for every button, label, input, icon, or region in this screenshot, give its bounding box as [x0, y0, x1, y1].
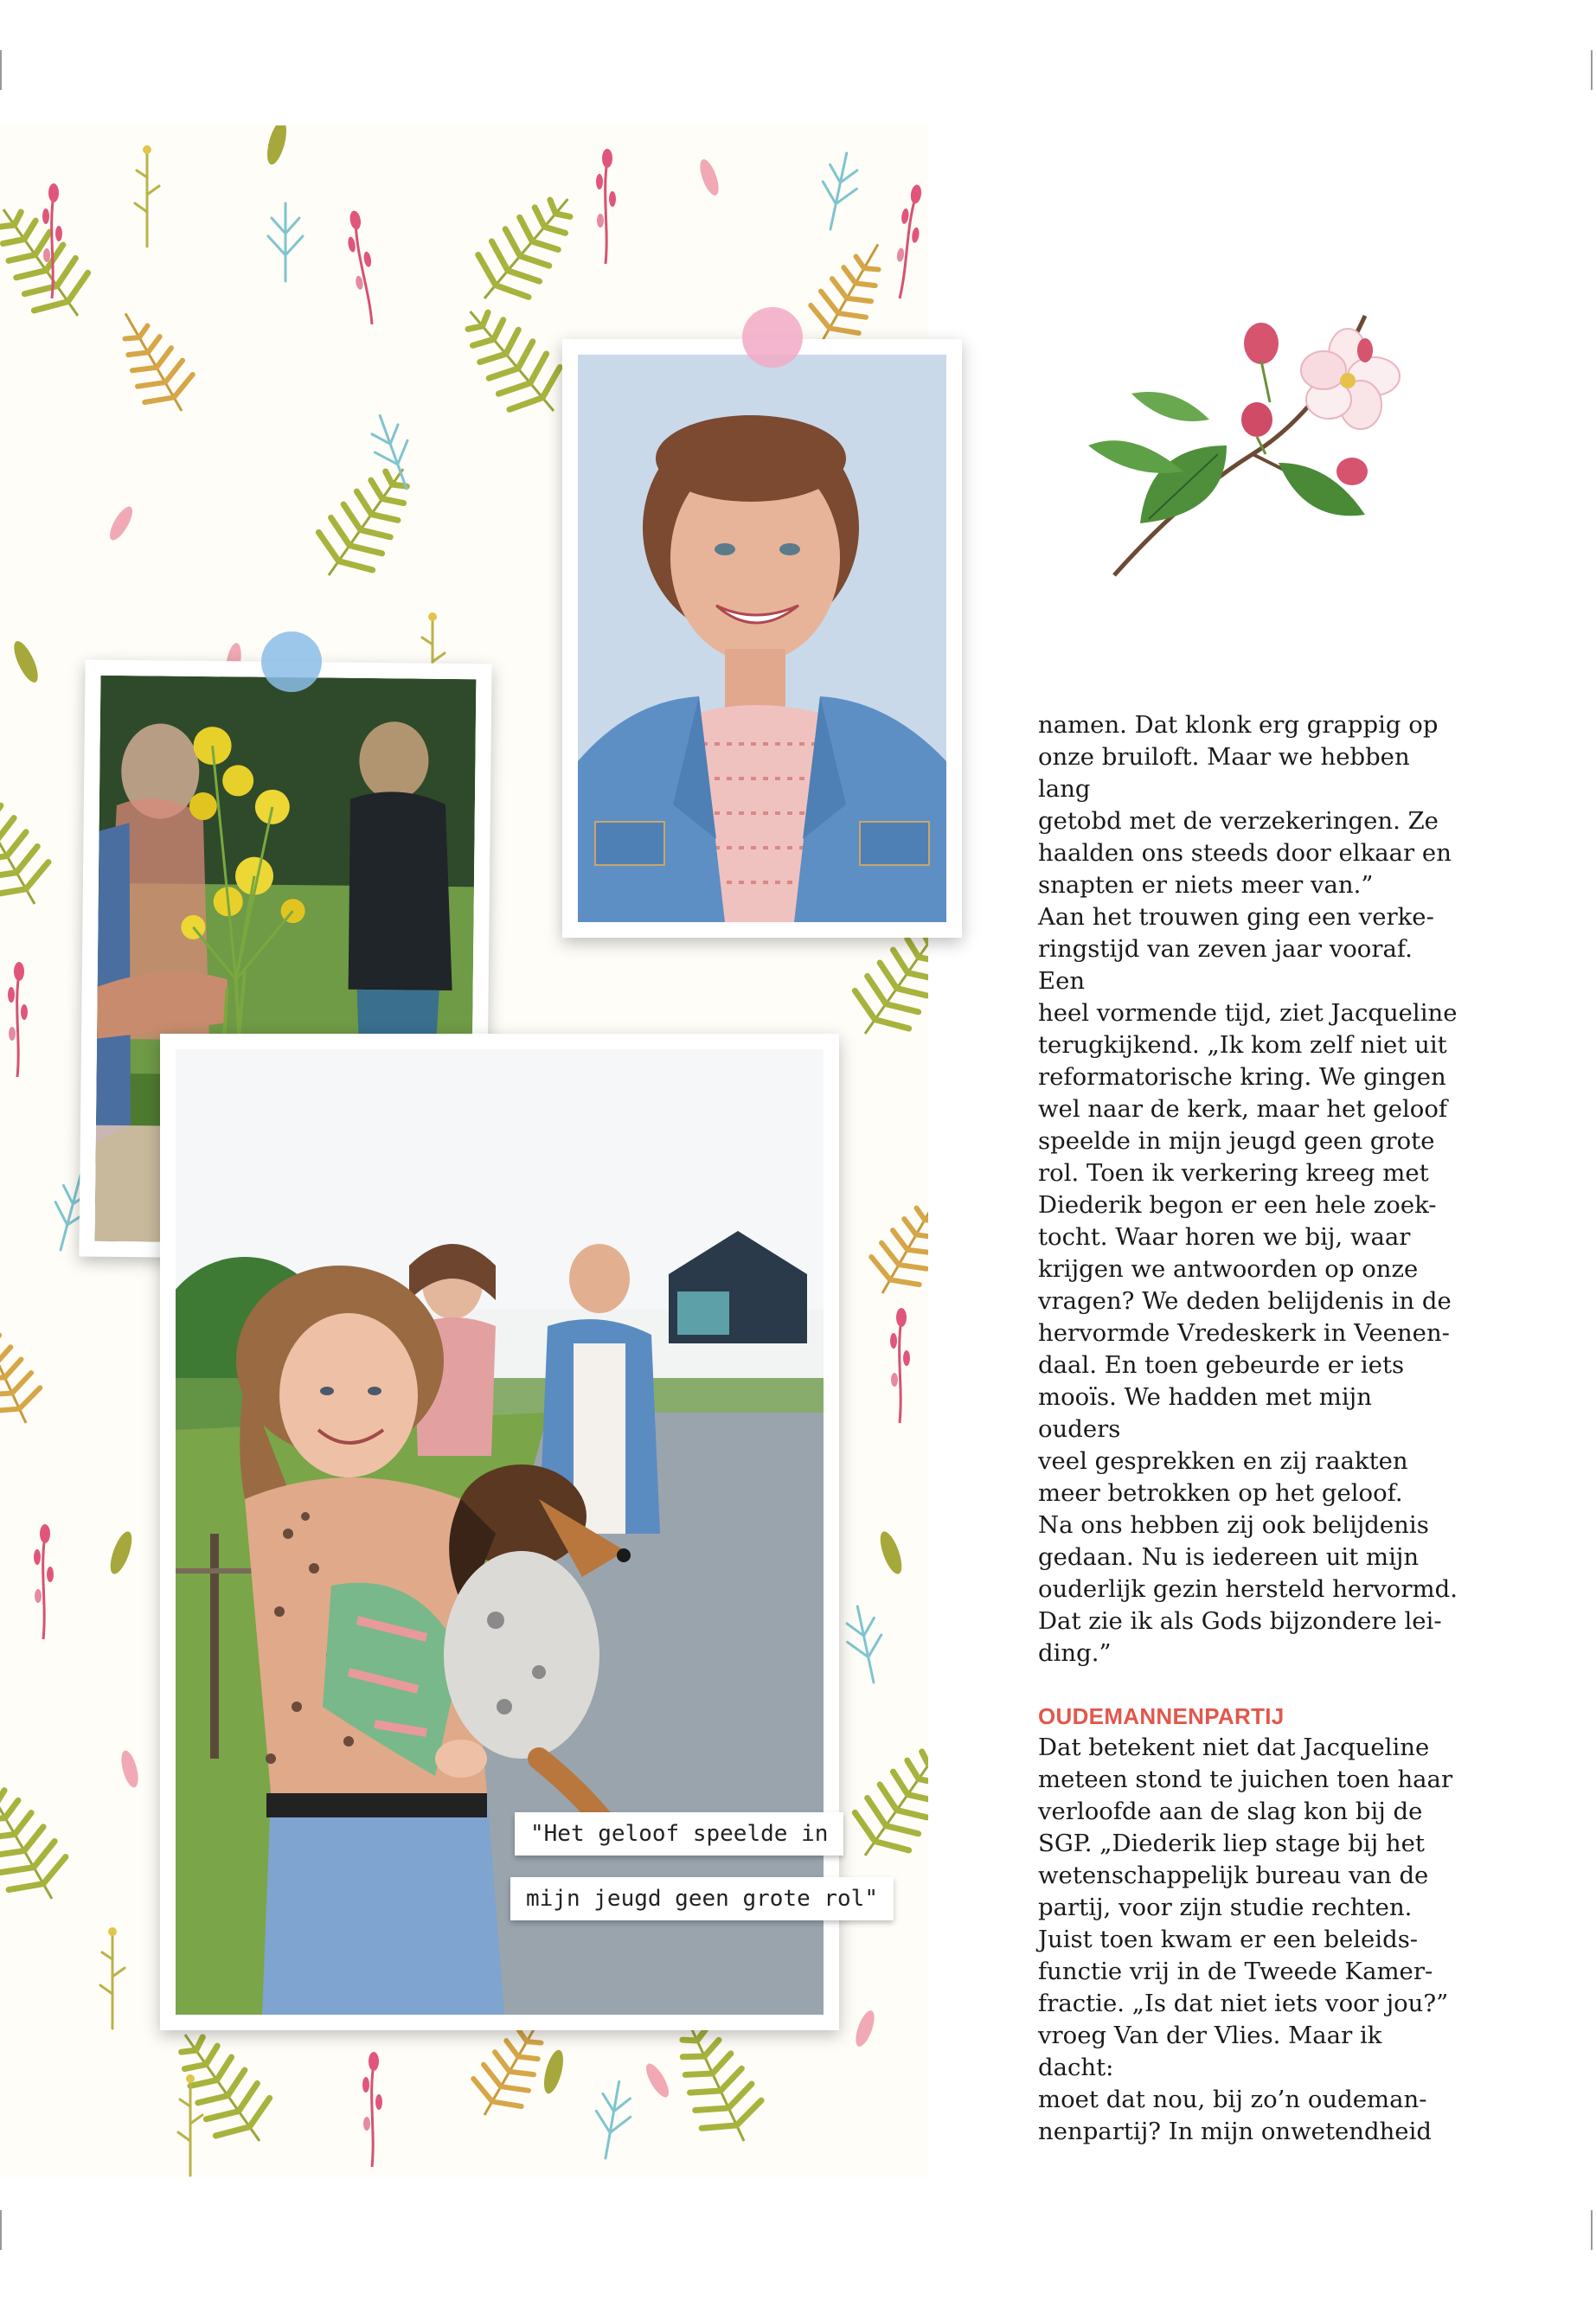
crop-mark-top-left	[0, 50, 2, 90]
portrait-photo-art	[578, 355, 946, 922]
portrait-photo	[578, 355, 946, 922]
article-body	[1038, 709, 1462, 2148]
portrait-photo-frame	[562, 339, 962, 938]
pullquote-line-1: "Het geloof speelde in	[515, 1812, 843, 1856]
pullquote-line-2: mijn jeugd geen grote rol"	[510, 1877, 894, 1920]
crop-mark-bottom-left	[0, 2210, 2, 2250]
crop-mark-top-right	[1591, 50, 1593, 90]
girl-dog-photo-art	[176, 1049, 824, 2015]
article-paragraph-3: Na ons hebben zij ook belijdenis gedaan. Nu is iedereen uit mijn ouderlijk gezin hersteld hervormd. Dat zie ik als Gods bijzondere lei- ding.”	[1038, 1511, 1458, 1667]
article-paragraph-4: Dat betekent niet dat Jacqueline meteen stond te juichen toen haar verloofde aan de slag kon bij de SGP. „Diederik liep stage bij het wetenschappelijk bureau van de partij, voor zijn studie rechten. Juist toen kwam er een beleids- functie vrij in de Tweede Kamer- fractie. „Is dat niet iets voor jou?” vroeg Van der Vlies. Maar ik dacht: moet dat nou, bij zo’n oudeman- nenpartij? In mijn onwetendheid	[1038, 1734, 1453, 2145]
article-paragraph-1: namen. Dat klonk erg grappig op onze bruiloft. Maar we hebben lang getobd met de verzekeringen. Ze haalden ons steeds door elkaar en snapten er niets meer van.”	[1038, 711, 1452, 899]
blossom-illustration-art	[1080, 307, 1434, 593]
section-heading: OUDEMANNENPARTIJ	[1038, 1703, 1285, 1729]
crop-mark-bottom-right	[1591, 2210, 1593, 2250]
blue-pin	[261, 631, 322, 692]
girl-dog-photo	[176, 1049, 824, 2015]
blossom-illustration	[1080, 307, 1434, 593]
article-paragraph-2: Aan het trouwen ging een verke- ringstijd van zeven jaar vooraf. Een heel vormende tijd, ziet Jacqueline terugkijkend. „Ik kom zelf niet uit reformatorische kring. We gingen wel naar de kerk, maar het geloof speelde in mijn jeugd geen grote rol. Toen ik verkering kreeg met Diederik begon er een hele zoek- tocht. Waar horen we bij, waar krijgen we antwoorden op onze vragen? We deden belijdenis in de hervormde Vredeskerk in Veenen- daal. En toen gebeurde er iets mooïs. We hadden met mijn ouders veel gesprekken en zij raakten meer betrokken op het geloof.	[1038, 903, 1458, 1507]
pink-pin	[742, 307, 803, 368]
